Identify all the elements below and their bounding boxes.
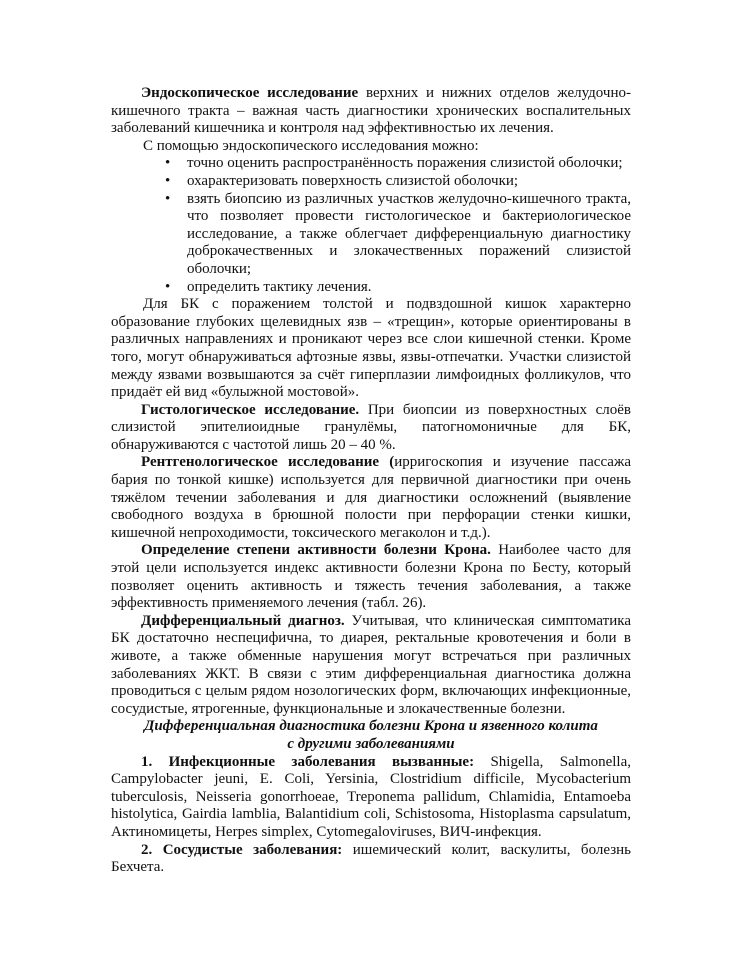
paragraph-text: Учитывая, что клиническая симптоматика БК достаточно неспецифична, то диарея, ректальные кровотечения и боли в животе, а также обменные нарушения могут встречаться при различных заболеваниях ЖКТ. В связи с этим дифференциальная диагностика должна проводиться с целым рядом нозологических форм, включающих инфекционные, сосудистые, ятрогенные, функциональные и злокачественные болезни. <box>111 612 631 717</box>
bullet-icon: • <box>165 278 171 295</box>
list-item-text: точно оценить распространённость поражения слизистой оболочки; <box>187 155 623 172</box>
list-item-text: определить тактику лечения. <box>187 278 372 295</box>
paragraph-histology <box>111 402 631 455</box>
section-heading-line1: Дифференциальная диагностика болезни Крона и язвенного колита <box>144 718 598 735</box>
term-histology: Гистологическое исследование. <box>141 401 360 418</box>
bullet-list <box>111 155 631 296</box>
paragraph-endoscopy <box>111 85 631 138</box>
section-heading-line2: с другими заболеваниями <box>287 735 455 752</box>
term-infectious: 1. Инфекционные заболевания вызванные: <box>141 753 475 770</box>
paragraph-text: Shigella, Salmonella, Campylobacter jeuni, E. Coli, Yersinia, Clostridium difficile, Mycobacterium tuberculosis, Neisseria gonorrhoeae, Treponema pallidum, Chlamidia, Entamoeba histolytica, Gairdia lamblia, Balantidium coli, Schistosoma, Histoplasma capsulatum, Актиномицеты, Herpes simplex, Cytomegaloviruses, ВИЧ-инфекция. <box>111 753 631 840</box>
paragraph-crohn-ulcers: Для БК с поражением толстой и подвздошной кишок характерно образование глубоких щелевидных язв – «трещин», которые ориентированы в различных направлениях и проникают через все слои кишечной стенки. Кроме того, могут обнаруживаться афтозные язвы, язвы-отпечатки. Участки слизистой между язвами возвышаются за счёт гиперплазии лимфоидных фолликулов, что придаёт ей вид «булыжной мостовой». <box>111 296 631 401</box>
paragraph-endoscopy-intro: С помощью эндоскопического исследования можно: <box>143 137 479 154</box>
term-activity: Определение степени активности болезни Крона. <box>141 542 491 559</box>
paragraph-text: При биопсии из поверхностных слоёв слизистой эпителиоидные гранулёмы, патогномоничные для БК, обнаруживаются с частотой лишь 20 – 40 %. <box>111 401 631 453</box>
section-heading <box>111 718 631 753</box>
bullet-icon: • <box>165 155 171 172</box>
numbered-item-vascular <box>111 842 631 877</box>
list-item-text: охарактеризовать поверхность слизистой оболочки; <box>187 172 519 189</box>
paragraph-text: ишемический колит, васкулиты, болезнь Бехчета. <box>111 841 631 876</box>
bullet-icon: • <box>165 172 171 189</box>
term-differential: Дифференциальный диагноз. <box>141 612 345 629</box>
term-endoscopy: Эндоскопическое исследование <box>141 85 359 101</box>
paragraph-differential <box>111 613 631 719</box>
list-item <box>111 191 631 279</box>
paragraph-text: Наиболее часто для этой цели используется индекс активности болезни Крона по Бесту, который позволяет оценить активность и тяжесть течения заболевания, а также эффективность применяемого лечения (табл. 26). <box>111 542 631 612</box>
list-item <box>111 173 631 191</box>
document-page <box>111 85 631 877</box>
list-item-text: взять биопсию из различных участков желудочно-кишечного тракта, что позволяет провести гистологическое и бактериологическое исследование, а также облегчает дифференциальную диагностику доброкачественных и злокачественных поражений слизистой оболочки; <box>187 190 631 277</box>
list-item <box>111 155 631 173</box>
term-radiology: Рентгенологическое исследование ( <box>141 454 395 471</box>
numbered-item-infectious <box>111 754 631 842</box>
paragraph-text: верхних и нижних отделов желудочно-кишечного тракта – важная часть диагностики хронических воспалительных заболеваний кишечника и контроля над эффективностью их лечения. <box>111 85 631 137</box>
bullet-icon: • <box>165 190 171 207</box>
paragraph-activity <box>111 542 631 612</box>
paragraph-radiology <box>111 454 631 542</box>
list-item <box>111 279 631 297</box>
term-vascular: 2. Сосудистые заболевания: <box>141 841 343 858</box>
paragraph-text: ирригоскопия и изучение пассажа бария по тонкой кишке) используется для первичной диагностики при очень тяжёлом течении заболевания и для диагностики осложнений (выявление свободного воздуха в брюшной полости при перфорации стенки кишки, кишечной непроходимости, токсического мегаколон и т.д.). <box>111 454 631 541</box>
